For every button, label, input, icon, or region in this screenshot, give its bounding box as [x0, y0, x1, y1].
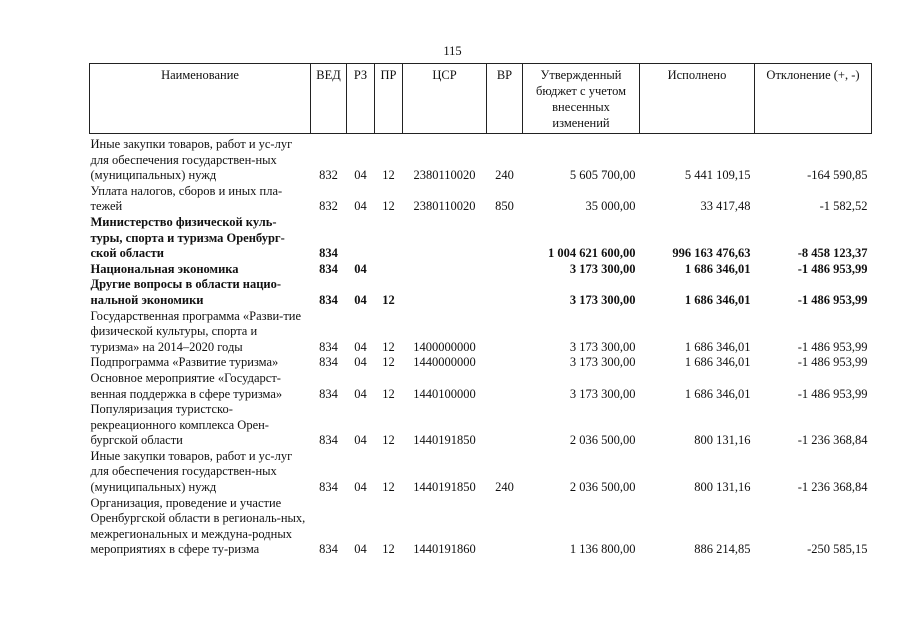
header-pr: ПР [375, 64, 403, 134]
cell-budget: 3 173 300,00 [569, 339, 636, 354]
table-row [90, 309, 872, 356]
cell-budget: 35 000,00 [585, 199, 636, 214]
cell-pr [375, 215, 403, 262]
cell-vr: 240 [495, 168, 514, 183]
cell-rz: 04 [354, 480, 367, 495]
cell-name: Организация, проведение и участие Оренбургской области в региональ-ных, межрегиональных и междуна-родных мероприятиях в сфере ту-ризма [90, 495, 306, 557]
cell-budget: 5 605 700,00 [569, 168, 636, 183]
table-row [90, 449, 872, 496]
cell-pr [375, 262, 403, 278]
cell-vr [487, 215, 523, 262]
cell-budget: 3 173 300,00 [569, 386, 636, 401]
cell-budget: 3 173 300,00 [569, 261, 636, 276]
cell-name: Подпрограмма «Развитие туризма» [90, 355, 279, 370]
cell-pr: 12 [382, 168, 395, 183]
cell-rz: 04 [354, 433, 367, 448]
cell-ved: 834 [319, 355, 338, 370]
cell-vr [487, 309, 523, 356]
header-budget: Утвержденный бюджет с учетом внесенных изменений [523, 64, 640, 134]
header-executed: Исполнено [640, 64, 755, 134]
cell-ved: 834 [319, 339, 338, 354]
cell-rz: 04 [354, 168, 367, 183]
cell-ved: 832 [319, 168, 338, 183]
cell-ved: 834 [319, 480, 338, 495]
cell-vr [487, 402, 523, 449]
cell-pr: 12 [382, 386, 395, 401]
cell-pr: 12 [382, 480, 395, 495]
header-deviation: Отклонение (+, -) [755, 64, 872, 134]
table-row [90, 134, 872, 184]
cell-ved: 834 [319, 433, 338, 448]
cell-rz: 04 [354, 339, 367, 354]
cell-executed: 1 686 346,01 [684, 261, 751, 276]
page-number: 115 [443, 44, 462, 58]
cell-csr: 1440000000 [413, 355, 476, 370]
cell-vr [487, 355, 523, 371]
cell-pr: 12 [382, 542, 395, 557]
cell-deviation: -1 486 953,99 [797, 292, 868, 307]
cell-deviation: -1 486 953,99 [797, 355, 868, 370]
cell-executed: 800 131,16 [694, 480, 751, 495]
table-row [90, 184, 872, 215]
cell-vr [487, 262, 523, 278]
cell-executed: 5 441 109,15 [684, 168, 751, 183]
header-vr: ВР [487, 64, 523, 134]
table-row [90, 371, 872, 402]
cell-rz [347, 215, 375, 262]
cell-executed: 1 686 346,01 [684, 292, 751, 307]
cell-rz: 04 [354, 261, 367, 276]
cell-vr [487, 496, 523, 558]
cell-rz: 04 [354, 292, 367, 307]
cell-executed: 1 686 346,01 [684, 386, 751, 401]
cell-budget: 2 036 500,00 [569, 433, 636, 448]
cell-vr [487, 277, 523, 308]
cell-rz: 04 [354, 386, 367, 401]
table-row [90, 262, 872, 278]
cell-deviation: -1 486 953,99 [797, 261, 868, 276]
cell-csr [403, 277, 487, 308]
cell-name: Национальная экономика [90, 261, 239, 276]
cell-budget: 1 136 800,00 [569, 542, 636, 557]
cell-deviation: -1 236 368,84 [797, 480, 868, 495]
cell-vr: 240 [495, 480, 514, 495]
cell-deviation: -1 236 368,84 [797, 433, 868, 448]
cell-ved: 834 [319, 292, 338, 307]
cell-ved: 834 [319, 246, 338, 261]
cell-deviation: -164 590,85 [807, 168, 868, 183]
header-ved: ВЕД [311, 64, 347, 134]
cell-name: Основное мероприятие «Государст-венная поддержка в сфере туризма» [90, 370, 283, 401]
header-name: Наименование [90, 64, 311, 134]
cell-csr: 1440100000 [413, 386, 476, 401]
budget-table [89, 63, 872, 558]
cell-pr: 12 [382, 292, 395, 307]
table-row [90, 215, 872, 262]
cell-pr: 12 [382, 199, 395, 214]
cell-csr [403, 215, 487, 262]
cell-csr [403, 262, 487, 278]
cell-ved: 834 [319, 386, 338, 401]
cell-name: Государственная программа «Разви-тие физической культуры, спорта и туризма» на 2014–2020 годы [90, 308, 302, 354]
cell-vr [487, 371, 523, 402]
header-rz: РЗ [347, 64, 375, 134]
cell-pr: 12 [382, 339, 395, 354]
cell-csr: 2380110020 [413, 199, 476, 214]
cell-executed: 33 417,48 [700, 199, 751, 214]
header-csr: ЦСР [403, 64, 487, 134]
cell-pr: 12 [382, 433, 395, 448]
cell-csr: 1440191850 [413, 433, 476, 448]
table-body [90, 134, 872, 559]
cell-pr: 12 [382, 355, 395, 370]
cell-csr: 1440191850 [413, 480, 476, 495]
cell-budget: 1 004 621 600,00 [548, 246, 636, 261]
cell-name: Министерство физической куль-туры, спорта и туризма Оренбург-ской области [90, 214, 285, 261]
cell-budget: 2 036 500,00 [569, 480, 636, 495]
cell-budget: 3 173 300,00 [569, 292, 636, 307]
cell-executed: 1 686 346,01 [684, 339, 751, 354]
table-row [90, 355, 872, 371]
cell-rz: 04 [354, 542, 367, 557]
cell-name: Популяризация туристско-рекреационного комплекса Орен-бургской области [90, 402, 269, 448]
cell-deviation: -8 458 123,37 [797, 246, 868, 261]
cell-rz: 04 [354, 199, 367, 214]
cell-executed: 800 131,16 [694, 433, 751, 448]
cell-executed: 886 214,85 [694, 542, 751, 557]
cell-ved: 834 [319, 261, 338, 276]
cell-deviation: -250 585,15 [807, 542, 868, 557]
cell-rz: 04 [354, 355, 367, 370]
cell-name: Другие вопросы в области нацио-нальной экономики [90, 277, 282, 307]
cell-csr: 1440191860 [413, 542, 476, 557]
cell-deviation: -1 582,52 [819, 199, 868, 214]
cell-ved: 834 [319, 542, 338, 557]
table-header-row [90, 64, 872, 134]
cell-name: Иные закупки товаров, работ и ус-луг для обеспечения государствен-ных (муниципальных) нужд [90, 137, 293, 183]
cell-csr: 1400000000 [413, 339, 476, 354]
cell-executed: 1 686 346,01 [684, 355, 751, 370]
cell-deviation: -1 486 953,99 [797, 339, 868, 354]
table-row [90, 277, 872, 308]
cell-budget: 3 173 300,00 [569, 355, 636, 370]
table-row [90, 402, 872, 449]
table-row [90, 496, 872, 558]
cell-name: Иные закупки товаров, работ и ус-луг для обеспечения государствен-ных (муниципальных) нужд [90, 448, 293, 495]
cell-name: Уплата налогов, сборов и иных пла-тежей [90, 183, 283, 214]
cell-csr: 2380110020 [413, 168, 476, 183]
cell-deviation: -1 486 953,99 [797, 386, 868, 401]
cell-vr: 850 [495, 199, 514, 214]
cell-ved: 832 [319, 199, 338, 214]
cell-executed: 996 163 476,63 [672, 246, 751, 261]
